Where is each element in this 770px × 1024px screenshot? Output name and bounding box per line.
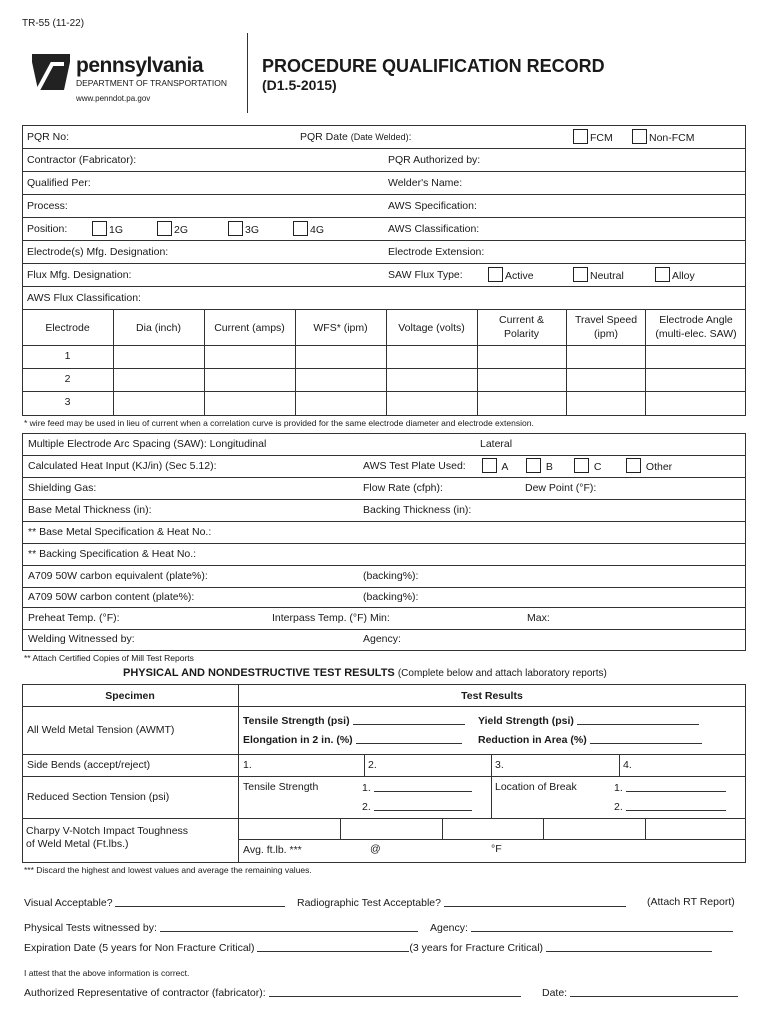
awmt-reduction: Reduction in Area (%) [478,733,702,746]
a709-ce-label: A709 50W carbon equivalent (plate%): [28,570,208,582]
dew-point-label: Dew Point (°F): [525,482,597,494]
qualified-label: Qualified Per: [27,177,91,189]
rst-label: Reduced Section Tension (psi) [27,791,170,803]
flux-neutral-checkbox[interactable]: Neutral [573,267,624,282]
plate-c-checkbox[interactable]: C [574,458,602,473]
penndot-logo [30,52,230,108]
heat-input-label: Calculated Heat Input (KJ/in) (Sec 5.12): [28,460,217,472]
date-input[interactable] [570,986,738,997]
checkbox-icon[interactable] [293,221,308,236]
checkbox-icon[interactable] [574,458,589,473]
fcm-checkbox[interactable]: FCM [573,129,613,144]
visual-acceptable: Visual Acceptable? [24,896,285,909]
pos-2g-checkbox[interactable]: 2G [157,221,188,236]
th-electrode: Electrode [45,322,90,334]
backing-thick-label: Backing Thickness (in): [363,504,472,516]
pos-3g-checkbox[interactable]: 3G [228,221,259,236]
side-bend-2: 2. [368,759,377,771]
charpy-degf: °F [491,843,502,855]
witnessed-label: Welding Witnessed by: [28,633,135,645]
base-spec-label: ** Base Metal Specification & Heat No.: [28,526,212,538]
th-wfs: WFS* (ipm) [313,322,368,334]
test-plate-label: AWS Test Plate Used: [363,460,466,472]
flow-rate-label: Flow Rate (cfph): [363,482,443,494]
col-results: Test Results [461,690,523,702]
expiration: Expiration Date (5 years for Non Fracture Critical) (3 years for Fracture Critical) [24,941,712,954]
awmt-label: All Weld Metal Tension (AWMT) [27,724,175,736]
header-divider [247,33,248,113]
wire-feed-footnote: * wire feed may be used in lieu of current when a correlation curve is provided for the same electrode diameter and electrode extension. [24,418,534,428]
radiographic-acceptable: Radiographic Test Acceptable? [297,896,626,909]
tests-heading: PHYSICAL AND NONDESTRUCTIVE TEST RESULTS (Complete below and attach laboratory reports) [123,667,607,679]
flux-mfg-label: Flux Mfg. Designation: [27,269,132,281]
lateral-label: Lateral [480,438,513,450]
preheat-label: Preheat Temp. (°F): [28,612,120,624]
side-bends-label: Side Bends (accept/reject) [27,759,151,771]
row-electrode-3: 3 [64,396,71,408]
pos-1g-checkbox[interactable]: 1G [92,221,123,236]
checkbox-icon[interactable] [488,267,503,282]
footer-date: Date: [542,986,738,999]
th-current: Current (amps) [214,322,285,334]
contractor-label: Contractor (Fabricator): [27,154,137,166]
awmt-elongation: Elongation in 2 in. (%) [243,733,462,746]
non-fcm-checkbox[interactable]: Non-FCM [632,129,695,144]
process-label: Process: [27,200,68,212]
checkbox-icon[interactable] [573,129,588,144]
side-bend-4: 4. [623,759,632,771]
backing-pct1-label: (backing%): [363,570,419,582]
shielding-label: Shielding Gas: [28,482,97,494]
plate-b-checkbox[interactable]: B [526,458,553,473]
charpy-label-2: of Weld Metal (Ft.lbs.) [26,838,129,850]
page-subtitle: (D1.5-2015) [262,77,337,93]
plate-other-checkbox[interactable]: Other [626,458,672,473]
rst-tensile-2: 2. [362,800,472,813]
checkbox-icon[interactable] [626,458,641,473]
electrode-ext-label: Electrode Extension: [388,246,485,258]
a709-cc-label: A709 50W carbon content (plate%): [28,591,195,603]
checkbox-icon[interactable] [526,458,541,473]
side-bend-1: 1. [243,759,252,771]
attach-rt: (Attach RT Report) [647,896,735,908]
pqr-date-label: PQR Date (Date Welded): [300,131,412,143]
pos-4g-checkbox[interactable]: 4G [293,221,324,236]
rst-tensile-label: Tensile Strength [243,781,319,793]
base-thick-label: Base Metal Thickness (in): [28,504,152,516]
location-2: 2. [614,800,726,813]
rst-tensile-1: 1. [362,781,472,794]
aws-spec-label: AWS Specification: [388,200,477,212]
attest-text: I attest that the above information is correct. [24,968,190,978]
max-label: Max: [527,612,550,624]
radiographic-input[interactable] [444,896,626,907]
auth-rep-input[interactable] [269,986,521,997]
flux-active-checkbox[interactable]: Active [488,267,534,282]
location-label: Location of Break [495,781,577,793]
row-electrode-1: 1 [64,350,71,362]
phys-witness: Physical Tests witnessed by: [24,921,418,934]
side-bend-3: 3. [495,759,504,771]
awmt-yield: Yield Strength (psi) [478,714,699,727]
footer-agency: Agency: [430,921,733,934]
aws-flux-label: AWS Flux Classification: [27,292,141,304]
charpy-avg: Avg. ft.lb. *** [243,844,302,856]
th-polarity: Current & Polarity [499,314,544,340]
row-electrode-2: 2 [64,373,71,385]
pqr-no-label: PQR No: [27,131,70,143]
checkbox-icon[interactable] [573,267,588,282]
electrode-mfg-label: Electrode(s) Mfg. Designation: [27,246,169,258]
logo-dept: DEPARTMENT OF TRANSPORTATION [76,78,227,88]
auth-rep: Authorized Representative of contractor (fabricator): [24,986,521,999]
checkbox-icon[interactable] [482,458,497,473]
th-dia: Dia (inch) [136,322,181,334]
logo-name: pennsylvania [76,54,204,77]
three-years-input[interactable] [546,941,712,952]
backing-pct2-label: (backing%): [363,591,419,603]
th-voltage: Voltage (volts) [398,322,465,334]
saw-flux-label: SAW Flux Type: [388,269,463,281]
checkbox-icon[interactable] [228,221,243,236]
th-travel-speed: Travel Speed (ipm) [574,314,638,340]
charpy-label-1: Charpy V-Notch Impact Toughness [26,825,189,837]
checkbox-icon[interactable] [157,221,172,236]
col-specimen: Specimen [105,690,155,702]
flux-alloy-checkbox[interactable]: Alloy [655,267,695,282]
arc-spacing-label: Multiple Electrode Arc Spacing (SAW): Longitudinal [28,438,267,450]
form-id: TR-55 (11-22) [22,18,85,29]
keystone-logo-icon [30,52,72,92]
page-title: PROCEDURE QUALIFICATION RECORD [262,56,605,76]
plate-a-checkbox[interactable]: A [482,458,508,473]
checkbox-icon[interactable] [92,221,107,236]
welder-label: Welder's Name: [388,177,463,189]
charpy-at: @ [370,843,381,855]
phys-witness-input[interactable] [160,921,418,932]
backing-spec-label: ** Backing Specification & Heat No.: [28,548,197,560]
visual-input[interactable] [115,896,285,907]
logo-url: www.penndot.pa.gov [76,94,151,103]
agency-label: Agency: [363,633,401,645]
position-label: Position: [27,223,68,235]
aws-class-label: AWS Classification: [388,223,480,235]
mill-test-footnote: ** Attach Certified Copies of Mill Test Reports [24,653,194,663]
checkbox-icon[interactable] [655,267,670,282]
th-electrode-angle: Electrode Angle (multi-elec. SAW) [655,314,737,340]
checkbox-icon[interactable] [632,129,647,144]
awmt-tensile: Tensile Strength (psi) [243,714,465,727]
expiration-input[interactable] [257,941,409,952]
agency-input[interactable] [471,921,733,932]
pqr-auth-label: PQR Authorized by: [388,154,481,166]
interpass-label: Interpass Temp. (°F) Min: [272,612,390,624]
location-1: 1. [614,781,726,794]
discard-footnote: *** Discard the highest and lowest values and average the remaining values. [24,865,312,875]
